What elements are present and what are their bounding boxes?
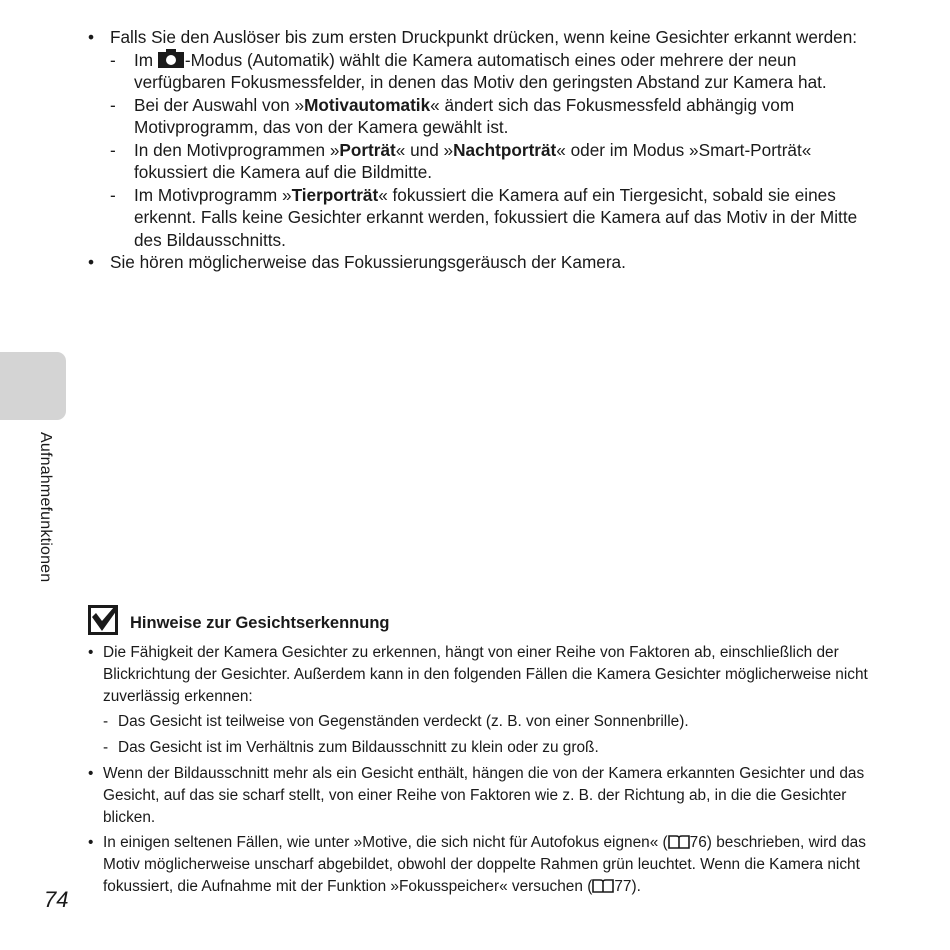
face-detection-notes [88, 602, 878, 902]
book-reference-icon [592, 878, 614, 893]
dash-text-post: « fokussiert die Kamera auf ein Tiergesicht, sobald sie eines erkennt. Falls keine Gesichter erkannt werden, fokussiert die Kamera auf das Motiv in der Mitte des Bildausschnitts. [134, 184, 858, 250]
dash-text-post: « oder im Modus »Smart-Porträt« fokussiert die Kamera auf die Bildmitte. [134, 139, 812, 182]
bullet-focus-sound [88, 251, 878, 274]
term-portraet: Porträt [339, 139, 396, 160]
note-text-mid: ) beschrieben, wird das Motiv möglicherweise unscharf abgebildet, obwohl der doppelte Rahmen grün leuchtet. Wenn die Kamera nicht fokussiert, die Aufnahme mit der Funktion »Fokusspeicher« versuchen ( [103, 834, 866, 895]
dash-text-pre: Im [134, 49, 154, 70]
bullet-no-faces [88, 26, 878, 49]
dash-text-pre: Im Motivprogramm » [134, 184, 292, 205]
book-reference-icon [668, 834, 690, 849]
term-motivautomatik: Motivautomatik [304, 94, 431, 115]
page-ref-76[interactable]: 76 [689, 834, 707, 852]
note-dash-obscured [88, 711, 878, 733]
dash-text-pre: Bei der Auswahl von » [134, 94, 305, 115]
note-text-pre: In einigen seltenen Fällen, wie unter »Motive, die sich nicht für Autofokus eignen« ( [103, 834, 668, 852]
note-header [88, 602, 878, 638]
note-text: Das Gesicht ist im Verhältnis zum Bildausschnitt zu klein oder zu groß. [118, 739, 599, 757]
camera-mode-icon [158, 49, 184, 68]
dash-scene-auto [88, 94, 878, 139]
bullet-text: Falls Sie den Auslöser bis zum ersten Druckpunkt drücken, wenn keine Gesichter erkannt werden: [110, 27, 858, 47]
term-tierportraet: Tierporträt [291, 184, 379, 205]
focus-behavior-section [88, 26, 878, 274]
term-nachtportraet: Nachtporträt [453, 139, 557, 160]
page-number: 74 [44, 887, 69, 912]
dash-text-mid: « und » [395, 139, 454, 160]
note-text: Die Fähigkeit der Kamera Gesichter zu erkennen, hängt von einer Reihe von Faktoren ab, einschließlich der Blickrichtung der Gesichter. Außerdem kann in den folgenden Fällen die Kamera Gesichter möglicherweise nicht zuverlässig erkennen: [103, 644, 868, 705]
checkmark-note-icon [88, 605, 118, 635]
dash-text-post: -Modus (Automatik) wählt die Kamera automatisch eines oder mehrere der neun verfügbaren Fokusmessfelder, in denen das Motiv den geringsten Abstand zur Kamera hat. [134, 49, 827, 92]
note-dash-size [88, 737, 878, 759]
dash-text-pre: In den Motivprogrammen » [134, 139, 340, 160]
note-bullet-multiple-faces [88, 763, 878, 828]
dash-auto-mode [88, 49, 878, 94]
dash-pet-portrait [88, 184, 878, 252]
dash-text-post: « ändert sich das Fokusmessfeld abhängig vom Motivprogramm, das von der Kamera gewählt ist. [134, 94, 795, 137]
bullet-text: Sie hören möglicherweise das Fokussierungsgeräusch der Kamera. [110, 252, 626, 272]
note-bullet-factors [88, 642, 878, 707]
note-bullet-rare-cases [88, 832, 878, 897]
dash-portrait [88, 139, 878, 184]
chapter-tab [0, 352, 66, 420]
note-title: Hinweise zur Gesichtserkennung [130, 614, 390, 633]
note-text-post: ). [631, 877, 641, 895]
page-ref-77[interactable]: 77 [614, 877, 632, 895]
note-text: Das Gesicht ist teilweise von Gegenständen verdeckt (z. B. von einer Sonnenbrille). [118, 713, 689, 731]
chapter-label: Aufnahmefunktionen [37, 432, 54, 583]
note-text: Wenn der Bildausschnitt mehr als ein Gesicht enthält, hängen die von der Kamera erkannten Gesichter und das Gesicht, auf das sie scharf stellt, von einer Reihe von Faktoren wie z. B. der Richtung ab, in die die Gesichter blicken. [103, 764, 865, 826]
